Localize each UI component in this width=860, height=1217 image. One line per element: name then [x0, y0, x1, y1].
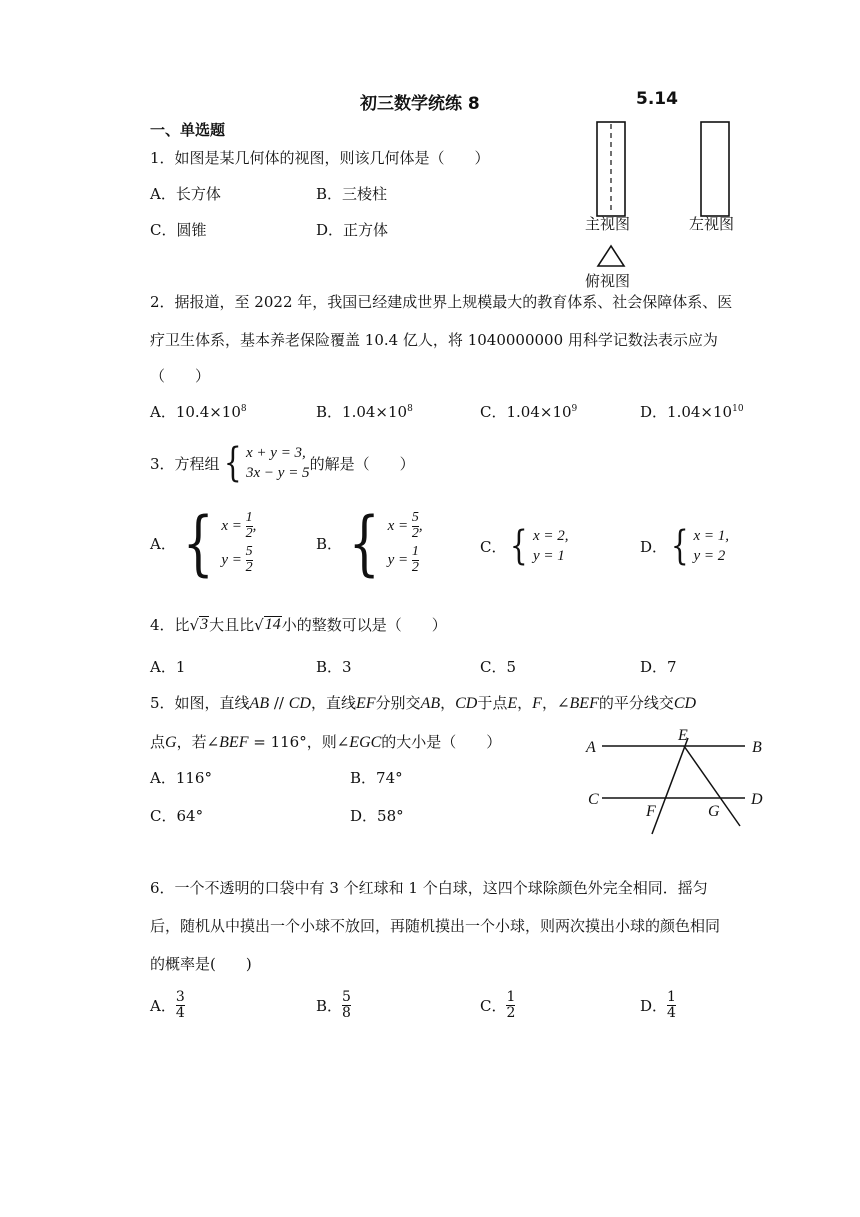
q1-option-d: D．正方体 — [316, 221, 389, 239]
top-view-triangle — [598, 246, 624, 266]
q2-option-d: D．$1.04\times 10^{10}$ — [640, 403, 744, 421]
q1-option-c: C．圆锥 — [150, 221, 207, 239]
q2-option-b: B．$1.04\times 10^8$ — [316, 403, 413, 421]
point-b-label: B — [752, 739, 762, 756]
question-5-line-1: 5．如图，直线AB // CD，直线EF分别交AB，CD于点E，F，∠BEF的平分线交CD — [150, 694, 697, 712]
q5-option-a: A．116° — [150, 769, 212, 787]
question-6-line-3: 的概率是( ) — [150, 955, 252, 973]
q4-option-d: D．7 — [640, 658, 677, 676]
q3-option-b: B． { x = $\frac{5}{2}$ , y = $\frac{1}{2}$ — [316, 502, 423, 584]
q4-option-b: B．3 — [316, 658, 352, 676]
line-ef — [652, 738, 688, 834]
q1-three-views-figure — [580, 118, 770, 293]
q4-option-a: A．1 — [150, 658, 186, 676]
date-label: 5.14 — [636, 89, 678, 109]
q5-option-d: D．58° — [350, 807, 404, 825]
point-d-label: D — [751, 791, 763, 808]
question-5-line-2: 点G，若∠BEF = 116°，则∠EGC的大小是（ ） — [150, 733, 502, 751]
q5-option-c: C．64° — [150, 807, 204, 825]
q1-option-a: A．长方体 — [150, 185, 221, 203]
question-4-text: 4．比 √ 3 大且比 √ 14 小的整数可以是（ ） — [150, 616, 447, 634]
q2-option-a: A．$10.4\times 10^8$ — [150, 403, 247, 421]
point-c-label: C — [588, 791, 599, 808]
q3-equation-system: { x + y = 3, 3x − y = 5 — [223, 440, 310, 486]
q3-option-a: A． { x = $\frac{1}{2}$ , y = $\frac{5}{2}$ — [150, 502, 257, 584]
left-view-label: 左视图 — [689, 215, 735, 233]
q2-option-c: C．$1.04\times 10^9$ — [480, 403, 578, 421]
q1-option-b: B．三棱柱 — [316, 185, 388, 203]
page-title: 初三数学统练 8 — [360, 94, 480, 114]
left-view-rectangle — [701, 122, 729, 216]
point-e-label: E — [678, 727, 688, 744]
q6-option-b: B． $\frac{5}{8}$ — [316, 989, 351, 1021]
q5-option-b: B．74° — [350, 769, 403, 787]
question-6-line-2: 后，随机从中摸出一个小球不放回，再随机摸出一个小球，则两次摸出小球的颜色相同 — [150, 917, 721, 935]
q6-option-a: A． $\frac{3}{4}$ — [150, 989, 185, 1021]
question-3-text: 3．方程组 { x + y = 3, 3x − y = 5 的解是（ ） — [150, 440, 415, 486]
question-2-line-3: （ ） — [150, 367, 211, 385]
question-1-text: 1．如图是某几何体的视图，则该几何体是（ ） — [150, 149, 490, 167]
question-6-line-1: 6．一个不透明的口袋中有 3 个红球和 1 个白球，这四个球除颜色外完全相同．摇匀 — [150, 879, 708, 897]
front-view-label: 主视图 — [585, 215, 631, 233]
point-g-label: G — [708, 803, 720, 820]
question-2-line-2: 疗卫生体系，基本养老保险覆盖 10.4 亿人，将 1040000000 用科学记数法表示应为 — [150, 331, 718, 349]
q6-option-d: D． $\frac{1}{4}$ — [640, 989, 676, 1021]
sqrt-14: √ 14 — [254, 616, 281, 634]
top-view-label: 俯视图 — [585, 272, 631, 290]
point-f-label: F — [646, 803, 656, 820]
point-a-label: A — [586, 739, 596, 756]
q3-option-d: D． { x = 1, y = 2 — [640, 523, 730, 569]
sqrt-3: √ 3 — [189, 616, 209, 634]
q6-option-c: C． $\frac{1}{2}$ — [480, 989, 516, 1021]
q5-parallel-lines-figure — [580, 722, 780, 847]
section-heading: 一、单选题 — [150, 121, 226, 139]
q3-option-c: C． { x = 2, y = 1 — [480, 523, 569, 569]
question-2-line-1: 2．据报道，至 2022 年，我国已经建成世界上规模最大的教育体系、社会保障体系、医 — [150, 293, 733, 311]
q4-option-c: C．5 — [480, 658, 517, 676]
